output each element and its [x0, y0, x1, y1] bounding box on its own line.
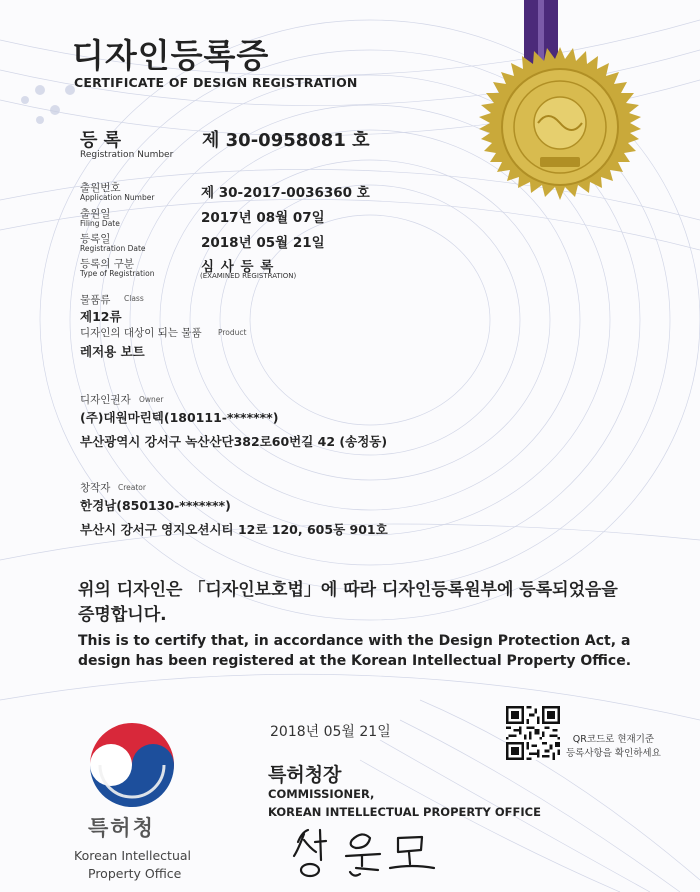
- product-value: 레저용 보트: [80, 344, 145, 359]
- registration-type-value-english: (EXAMINED REGISTRATION): [200, 272, 297, 280]
- class-label: 물품류: [80, 294, 111, 306]
- registration-date-label: 등록일: [80, 233, 111, 245]
- registration-type-value: 심 사 등 록: [201, 259, 275, 275]
- signature-icon: [290, 822, 440, 884]
- class-value: 제12류: [80, 309, 122, 324]
- owner-address: 부산광역시 강서구 녹산산단382로60번길 42 (송정동): [80, 434, 388, 449]
- application-number-value: 제 30-2017-0036360 호: [201, 185, 370, 201]
- creator-name: 한경남(850130-*******): [80, 498, 231, 513]
- filing-date-value: 2017년 08월 07일: [201, 210, 325, 226]
- taeguk-logo-icon: [86, 719, 178, 811]
- qr-instruction: [566, 733, 661, 761]
- qr-code-icon[interactable]: [506, 706, 560, 760]
- creator-label-english: Creator: [118, 483, 146, 492]
- registration-date-label-english: Registration Date: [80, 244, 146, 253]
- registration-number-label: 등 록: [80, 130, 122, 151]
- commissioner-title-english-line1: COMMISSIONER,: [268, 787, 375, 801]
- creator-label: 창작자: [80, 482, 111, 494]
- creator-address: 부산시 강서구 영지오션시티 12로 120, 605동 901호: [80, 522, 388, 537]
- filing-date-label: 출원일: [80, 208, 111, 220]
- certification-statement-english: This is to certify that, in accordance with the Design Protection Act, a design has been registered at the Korean Intellectual Property Office.: [78, 633, 632, 669]
- owner-label: 디자인권자: [80, 394, 131, 406]
- qr-instruction-line1: QR코드로 현재기준: [572, 734, 655, 745]
- commissioner-title-english-line2: KOREAN INTELLECTUAL PROPERTY OFFICE: [268, 805, 541, 819]
- registration-date-value: 2018년 05월 21일: [201, 235, 325, 251]
- owner-name: (주)대원마린텍(180111-*******): [80, 410, 279, 425]
- registration-type-label-english: Type of Registration: [80, 269, 155, 278]
- class-label-english: Class: [124, 294, 144, 303]
- office-name-korean: 특허청: [88, 816, 155, 840]
- certification-statement-korean: 위의 디자인은 「디자인보호법」에 따라 디자인등록원부에 등록되었음을 증명합니다.: [78, 580, 618, 625]
- registration-number-value: 제 30-0958081 호: [202, 130, 370, 151]
- registration-number-label-english: Registration Number: [80, 150, 174, 160]
- office-name-english-line1: Korean Intellectual: [74, 848, 191, 863]
- product-label-english: Product: [218, 328, 247, 337]
- commissioner-title-korean: 특허청장: [268, 764, 342, 786]
- certificate-title-english: CERTIFICATE OF DESIGN REGISTRATION: [74, 75, 358, 90]
- product-label: 디자인의 대상이 되는 물품: [80, 327, 202, 339]
- certificate-title: 디자인등록증: [72, 36, 270, 75]
- office-name-english-line2: Property Office: [88, 866, 182, 881]
- gold-seal-icon: [478, 45, 642, 209]
- owner-label-english: Owner: [139, 395, 164, 404]
- registration-type-label: 등록의 구분: [80, 258, 135, 270]
- filing-date-label-english: Filing Date: [80, 219, 120, 228]
- qr-instruction-line2: 등록사항을 확인하세요: [566, 748, 661, 759]
- issue-date: 2018년 05월 21일: [270, 724, 391, 740]
- application-number-label-english: Application Number: [80, 193, 155, 202]
- application-number-label: 출원번호: [80, 182, 121, 194]
